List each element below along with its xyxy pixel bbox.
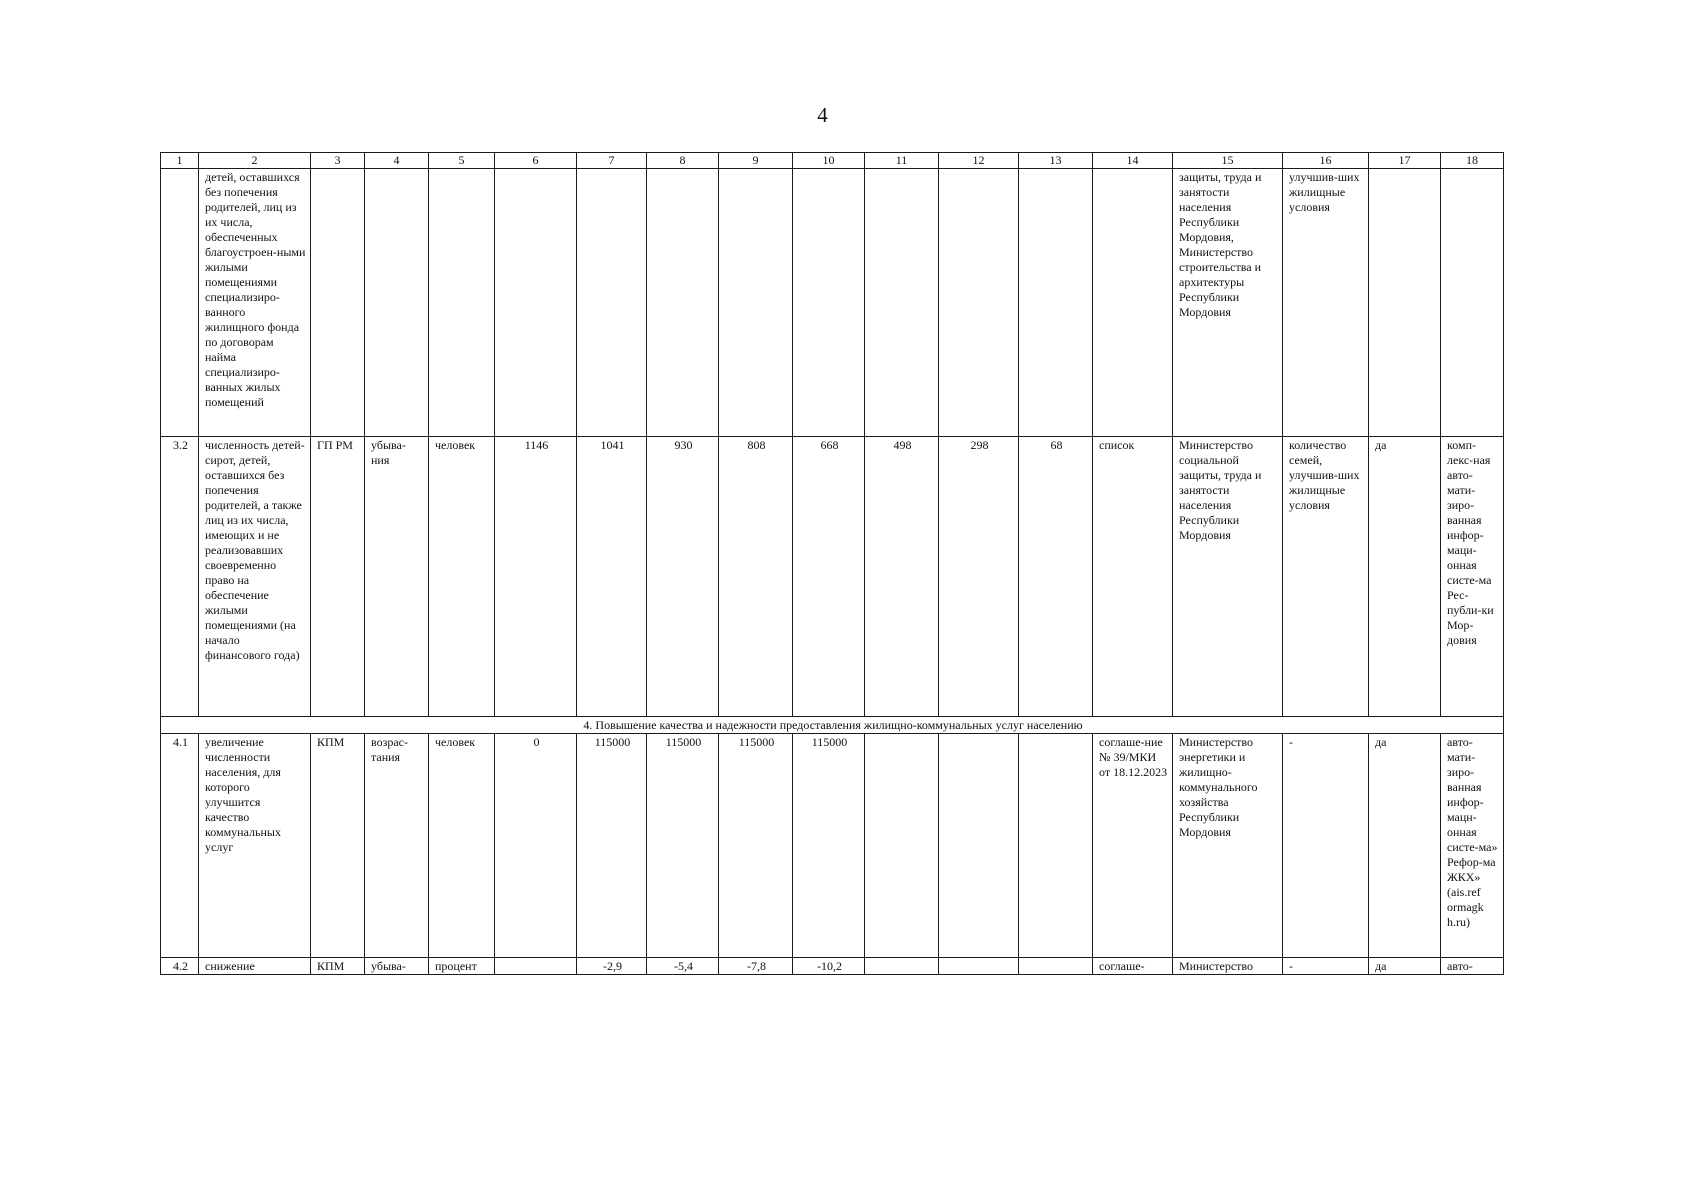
cell-value: 68 — [1019, 437, 1093, 717]
column-header: 6 — [495, 153, 577, 169]
indicator-name: снижение — [199, 958, 311, 975]
indicator-name: увеличение численности населения, для которого улучшится качество коммунальных услуг — [199, 734, 311, 958]
indicator-name: детей, оставшихся без попечения родителей, лиц из их числа, обеспеченных благоустроен-ными жилыми помещениями специализиро-ванного жилищного фонда по договорам найма специализиро-ванных жилых помещений — [199, 169, 311, 437]
row-number: 4.2 — [161, 958, 199, 975]
cell-value — [865, 958, 939, 975]
column-header: 13 — [1019, 153, 1093, 169]
row-number: 4.1 — [161, 734, 199, 958]
cell-value — [939, 958, 1019, 975]
cell-level — [311, 169, 365, 437]
column-header: 9 — [719, 153, 793, 169]
cell-value — [647, 169, 719, 437]
section-title: 4. Повышение качества и надежности предоставления жилищно-коммунальных услуг населению — [161, 717, 1504, 734]
cell-value: 298 — [939, 437, 1019, 717]
cell-flag: да — [1369, 734, 1441, 958]
cell-value: 115000 — [647, 734, 719, 958]
cell-indicator-link: - — [1283, 734, 1369, 958]
column-header: 17 — [1369, 153, 1441, 169]
cell-trend — [365, 169, 429, 437]
cell-value — [495, 958, 577, 975]
cell-value — [865, 169, 939, 437]
cell-document: соглаше- — [1093, 958, 1173, 975]
cell-flag — [1369, 169, 1441, 437]
cell-value: -10,2 — [793, 958, 865, 975]
cell-indicator-link: - — [1283, 958, 1369, 975]
cell-value — [1019, 169, 1093, 437]
cell-level: ГП РМ — [311, 437, 365, 717]
column-header: 15 — [1173, 153, 1283, 169]
cell-unit: человек — [429, 437, 495, 717]
section-heading-row — [161, 717, 1504, 734]
table-row — [161, 169, 1504, 437]
cell-trend: возрас-тания — [365, 734, 429, 958]
cell-level: КПМ — [311, 734, 365, 958]
cell-trend: убыва- — [365, 958, 429, 975]
cell-flag: да — [1369, 437, 1441, 717]
cell-document: соглаше-ние № 39/МКИ от 18.12.2023 — [1093, 734, 1173, 958]
cell-value — [1019, 958, 1093, 975]
cell-value: 1041 — [577, 437, 647, 717]
cell-unit: процент — [429, 958, 495, 975]
column-header-row — [161, 153, 1504, 169]
column-header: 1 — [161, 153, 199, 169]
column-header: 14 — [1093, 153, 1173, 169]
cell-document: список — [1093, 437, 1173, 717]
cell-value: 1146 — [495, 437, 577, 717]
column-header: 7 — [577, 153, 647, 169]
cell-flag: да — [1369, 958, 1441, 975]
cell-info-system: комп-лекс-ная авто-мати-зиро-ванная инфор-маци-онная систе-ма Рес-публи-ки Мор-довия — [1441, 437, 1504, 717]
cell-responsible: защиты, труда и занятости населения Республики Мордовия, Министерство строительства и архитектуры Республики Мордовия — [1173, 169, 1283, 437]
page-number: 4 — [817, 103, 828, 127]
cell-value: 668 — [793, 437, 865, 717]
table-row — [161, 734, 1504, 958]
column-header: 2 — [199, 153, 311, 169]
cell-value — [865, 734, 939, 958]
cell-value: 930 — [647, 437, 719, 717]
cell-value — [1019, 734, 1093, 958]
column-header: 11 — [865, 153, 939, 169]
cell-document — [1093, 169, 1173, 437]
cell-value: -2,9 — [577, 958, 647, 975]
cell-responsible: Министерство энергетики и жилищно-коммунального хозяйства Республики Мордовия — [1173, 734, 1283, 958]
column-header: 5 — [429, 153, 495, 169]
cell-value — [577, 169, 647, 437]
cell-value: 0 — [495, 734, 577, 958]
cell-value: 808 — [719, 437, 793, 717]
column-header: 10 — [793, 153, 865, 169]
cell-unit — [429, 169, 495, 437]
column-header: 18 — [1441, 153, 1504, 169]
cell-value: 115000 — [793, 734, 865, 958]
column-header: 3 — [311, 153, 365, 169]
cell-value — [793, 169, 865, 437]
cell-indicator-link: количество семей, улучшив-ших жилищные условия — [1283, 437, 1369, 717]
cell-info-system — [1441, 169, 1504, 437]
indicator-name: численность детей-сирот, детей, оставшихся без попечения родителей, а также лиц из их числа, имеющих и не реализовавших своевременно право на обеспечение жилыми помещениями (на начало финансового года) — [199, 437, 311, 717]
table-row — [161, 437, 1504, 717]
cell-value: -7,8 — [719, 958, 793, 975]
column-header: 4 — [365, 153, 429, 169]
cell-indicator-link: улучшив-ших жилищные условия — [1283, 169, 1369, 437]
cell-value — [495, 169, 577, 437]
cell-trend: убыва-ния — [365, 437, 429, 717]
cell-info-system: авто-мати-зиро-ванная инфор-мацн-онная систе-ма» Рефор-ма ЖКХ» (ais.ref ormagk h.ru) — [1441, 734, 1504, 958]
cell-value: 498 — [865, 437, 939, 717]
column-header: 8 — [647, 153, 719, 169]
row-number — [161, 169, 199, 437]
cell-value — [939, 169, 1019, 437]
cell-value: -5,4 — [647, 958, 719, 975]
cell-level: КПМ — [311, 958, 365, 975]
cell-value: 115000 — [719, 734, 793, 958]
cell-info-system: авто- — [1441, 958, 1504, 975]
row-number: 3.2 — [161, 437, 199, 717]
cell-value: 115000 — [577, 734, 647, 958]
cell-unit: человек — [429, 734, 495, 958]
cell-responsible: Министерство — [1173, 958, 1283, 975]
column-header: 12 — [939, 153, 1019, 169]
table-row — [161, 958, 1504, 975]
cell-responsible: Министерство социальной защиты, труда и занятости населения Республики Мордовия — [1173, 437, 1283, 717]
column-header: 16 — [1283, 153, 1369, 169]
indicators-table — [160, 152, 1504, 975]
cell-value — [939, 734, 1019, 958]
cell-value — [719, 169, 793, 437]
